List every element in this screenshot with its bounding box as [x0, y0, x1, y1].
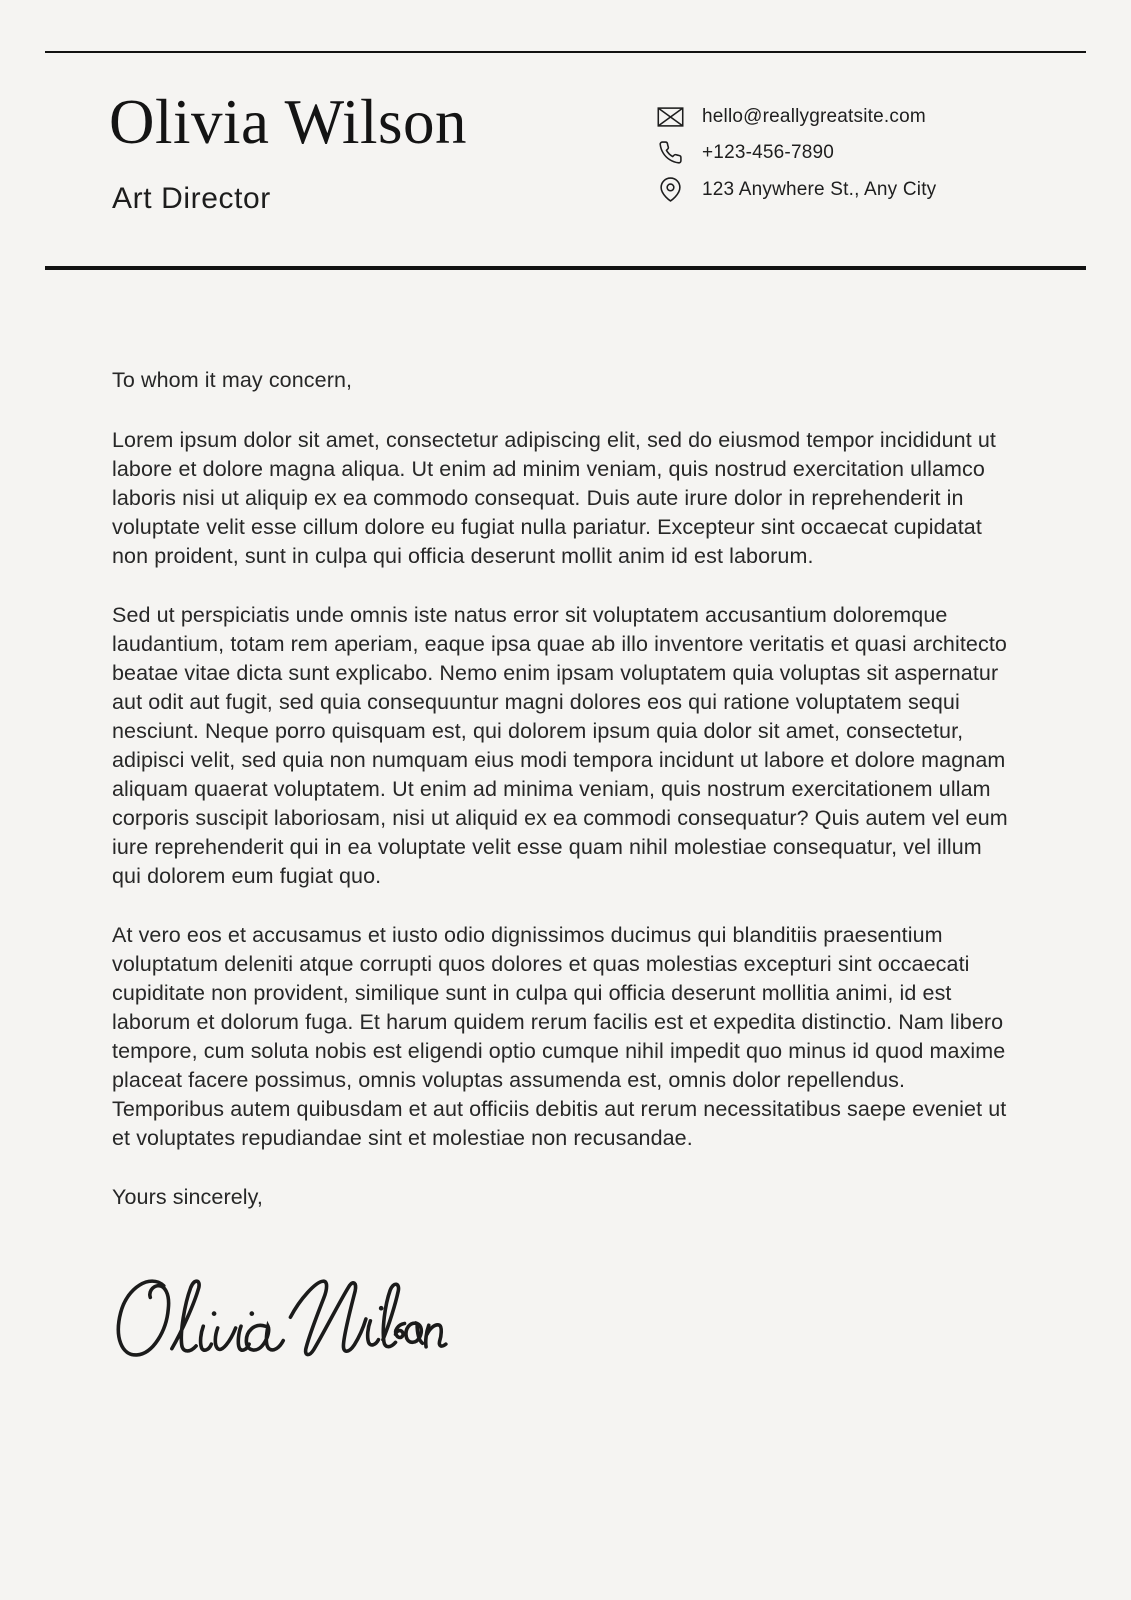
phone-icon [656, 140, 684, 165]
paragraph-3: At vero eos et accusamus et iusto odio dignissimos ducimus qui blanditiis praesentium voluptatum deleniti atque corrupti quos dolores et quas molestias excepturi sint occaecati cupiditate non provident, similique sunt in culpa qui officia deserunt mollitia animi, id est laborum et dolorum fuga. Et harum quidem rerum facilis est et expedita distinctio. Nam libero tempore, cum soluta nobis est eligendi optio cumque nihil impedit quo minus id quod maxime placeat facere possimus, omnis voluptas assumenda est, omnis dolor repellendus. Temporibus autem quibusdam et aut officiis debitis aut rerum necessitatibus saepe eveniet ut et voluptates repudiandae sint et molestiae non recusandae. [112, 923, 1007, 1150]
contact-address: 123 Anywhere St., Any City [702, 178, 937, 200]
contact-row-address [656, 177, 936, 202]
contact-block [656, 106, 936, 202]
closing-line: Yours sincerely, [112, 1185, 263, 1209]
envelope-icon [656, 107, 684, 127]
salutation: To whom it may concern, [112, 368, 353, 392]
top-rule [45, 51, 1086, 53]
paragraph-1: Lorem ipsum dolor sit amet, consectetur adipiscing elit, sed do eiusmod tempor incididunt ut labore et dolore magna aliqua. Ut enim ad minim veniam, quis nostrud exercitation ullamco laboris nisi ut aliquip ex ea commodo consequat. Duis aute irure dolor in reprehenderit in voluptate velit esse cillum dolore eu fugiat nulla pariatur. Excepteur sint occaecat cupidatat non proident, sunt in culpa qui officia deserunt mollit anim id est laborum. [112, 428, 996, 568]
signature [112, 1266, 452, 1380]
page-title: Olivia Wilson [109, 87, 468, 157]
contact-email: hello@reallygreatsite.com [702, 106, 926, 127]
contact-row-email [656, 106, 936, 128]
contact-phone: +123-456-7890 [702, 141, 835, 163]
signature-script-icon [112, 1266, 450, 1372]
location-pin-icon [656, 177, 684, 202]
job-title: Art Director [112, 182, 271, 215]
letter-body [112, 366, 1013, 1380]
contact-row-phone [656, 140, 936, 165]
paragraph-2: Sed ut perspiciatis unde omnis iste natus error sit voluptatem accusantium doloremque laudantium, totam rem aperiam, eaque ipsa quae ab illo inventore veritatis et quasi architecto beatae vitae dicta sunt explicabo. Nemo enim ipsam voluptatem quia voluptas sit aspernatur aut odit aut fugit, sed quia consequuntur magni dolores eos qui ratione voluptatem sequi nesciunt. Neque porro quisquam est, qui dolorem ipsum quia dolor sit amet, consectetur, adipisci velit, sed quia non numquam eius modi tempora incidunt ut labore et dolore magnam aliquam quaerat voluptatem. Ut enim ad minima veniam, quis nostrum exercitationem ullam corporis suscipit laboriosam, nisi ut aliquid ex ea commodi consequatur? Quis autem vel eum iure reprehenderit qui in ea voluptate velit esse quam nihil molestiae consequatur, vel illum qui dolorem eum fugiat quo. [112, 603, 1008, 888]
header-divider-rule [45, 266, 1086, 270]
